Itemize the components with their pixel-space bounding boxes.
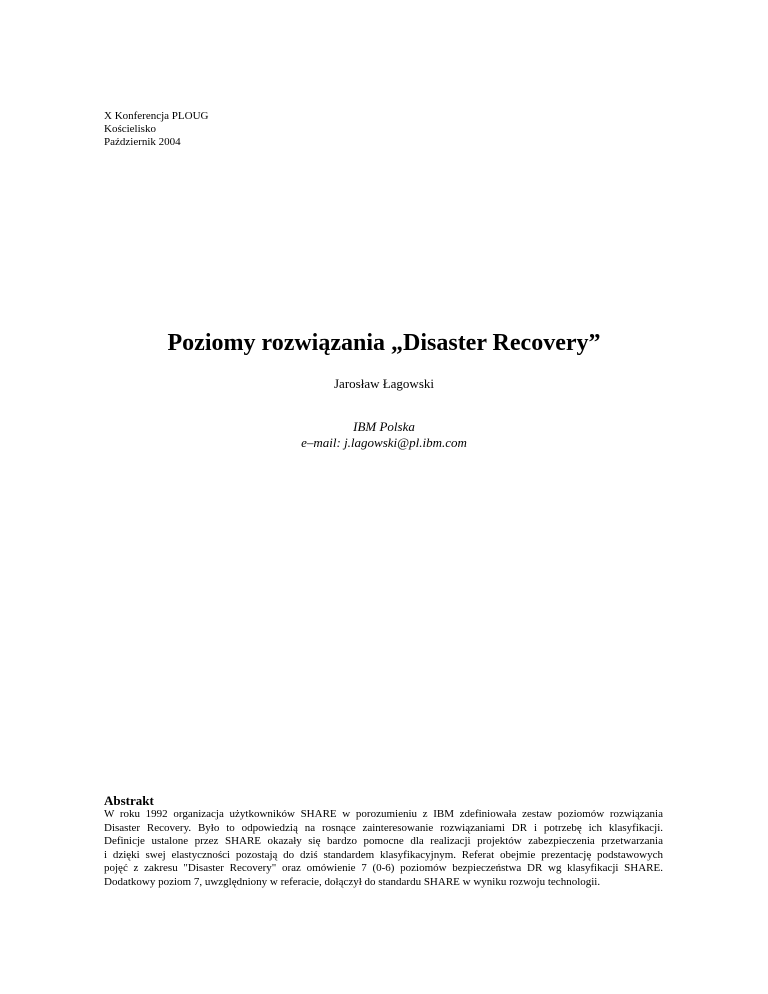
conference-date: Październik 2004 bbox=[104, 136, 181, 148]
author-affiliation bbox=[0, 419, 768, 451]
author-email: e–mail: j.lagowski@pl.ibm.com bbox=[301, 435, 467, 450]
abstract-line: i dzięki swej elastyczności pozostają do dziś standardem klasyfikacyjnym. Referat obejmie prezentację podstawowych bbox=[104, 848, 663, 861]
paper-title: Poziomy rozwiązania „Disaster Recovery” bbox=[167, 330, 601, 356]
conference-location: Kościelisko bbox=[104, 123, 156, 135]
abstract-line: Dodatkowy poziom 7, uwzględniony w referacie, dołączył do standardu SHARE w wyniku rozwoju technologii. bbox=[104, 875, 601, 888]
conference-name: X Konferencja PLOUG bbox=[104, 110, 209, 122]
author-name: Jarosław Łagowski bbox=[333, 376, 434, 391]
abstract-line: Disaster Recovery. Było to odpowiedzią na rosnące zainteresowanie rozwiązaniami DR i potrzebę ich klasyfikacji. bbox=[104, 821, 663, 834]
conference-header bbox=[104, 110, 208, 149]
abstract-line: pojęć z zakresu "Disaster Recovery" oraz omówienie 7 (0-6) poziomów bezpieczeństwa DR wg klasyfikacji SHARE. bbox=[104, 862, 663, 874]
abstract-section bbox=[104, 793, 663, 889]
abstract-body bbox=[104, 808, 663, 889]
abstract-line: Definicje ustalone przez SHARE okazały się bardzo pomocne dla realizacji projektów zabezpieczenia przetwarzania bbox=[104, 835, 663, 847]
affiliation-organization: IBM Polska bbox=[353, 419, 415, 434]
abstract-heading: Abstrakt bbox=[104, 793, 154, 808]
abstract-line: W roku 1992 organizacja użytkowników SHARE w porozumieniu z IBM zdefiniowała zestaw poziomów rozwiązania bbox=[104, 808, 663, 820]
